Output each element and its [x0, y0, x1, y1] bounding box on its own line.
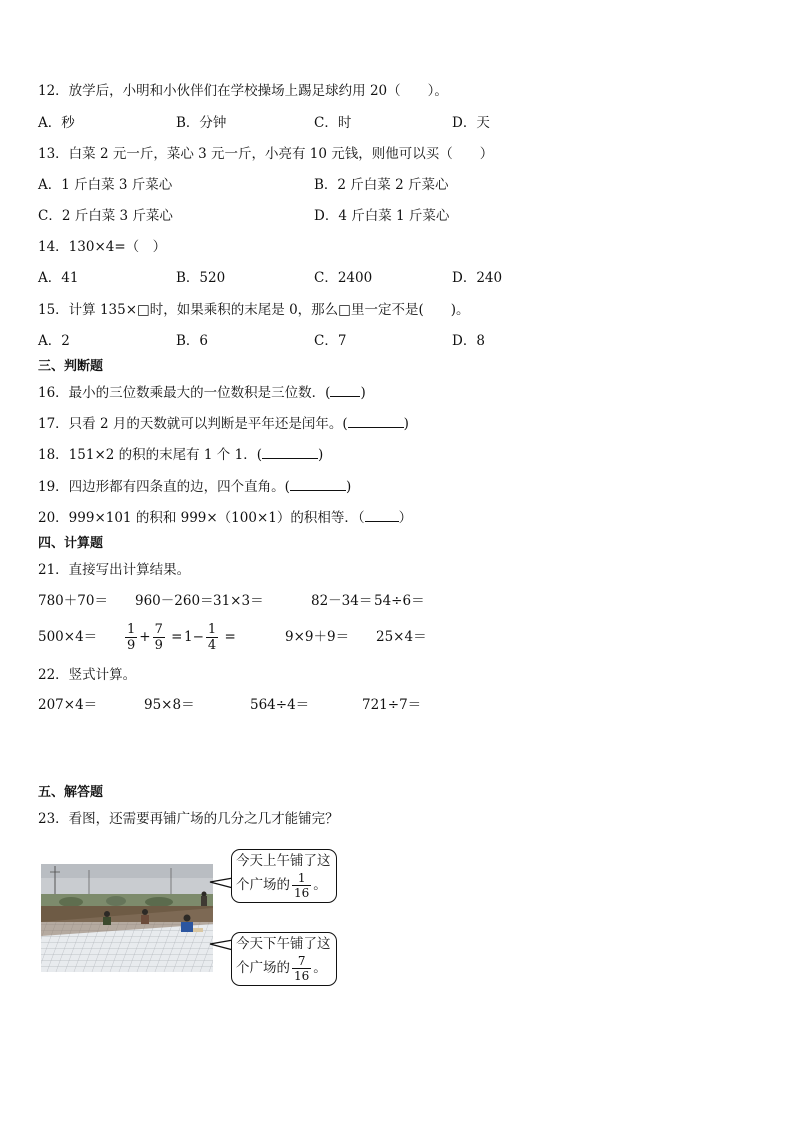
q14-option-a: A．41 [38, 270, 79, 286]
question-19 [38, 478, 351, 496]
fraction: $\frac{1}{9}$ [127, 622, 136, 653]
plus-sign: + [139, 629, 151, 645]
question-18 [38, 446, 323, 464]
calc-item: 9×9＋9＝ [285, 629, 350, 645]
speech-bubble-morning [231, 849, 337, 903]
q12-option-b: B．分钟 [176, 115, 227, 131]
question-23: 23．看图，还需要再铺广场的几分之几才能铺完？ [38, 811, 339, 827]
q19-text: 19．四边形都有四条直的边，四个直角。( [38, 479, 290, 495]
calc-item: 564÷4＝ [250, 697, 310, 713]
q20-text: 20．999×101 的积和 999×（100×1）的积相等．（ [38, 510, 365, 526]
calc-item: 207×4＝ [38, 697, 98, 713]
fraction: $\frac{1}{16}$ [294, 871, 310, 900]
q15-option-a: A．2 [38, 333, 70, 349]
plaza-photo [41, 864, 213, 972]
equals-sign: = [171, 629, 183, 645]
question-21: 21．直接写出计算结果。 [38, 562, 191, 578]
section-title-answer: 五、解答题 [38, 785, 104, 800]
question-15: 15．计算 135×□时，如果乘积的末尾是 0，那么□里一定不是( )。 [38, 302, 470, 318]
fraction-expression [184, 617, 236, 657]
q17-close: ) [403, 416, 409, 432]
q18-text: 18．151×2 的积的末尾有 1 个 1．( [38, 447, 262, 463]
calc-item: 780＋70＝ [38, 593, 108, 609]
q13-option-b: B．2 斤白菜 2 斤菜心 [314, 177, 449, 193]
calc-item: 31×3＝ [213, 593, 264, 609]
calc-item: 500×4＝ [38, 629, 98, 645]
q15-option-d: D．8 [452, 333, 485, 349]
q12-option-c: C．时 [314, 115, 352, 131]
calc-item: 960－260＝ [135, 593, 214, 609]
q15-option-c: C．7 [314, 333, 347, 349]
q16-close: ) [360, 385, 366, 401]
equals-sign: = [224, 629, 236, 645]
q20-close: ） [398, 510, 413, 526]
question-22: 22．竖式计算。 [38, 667, 137, 683]
fraction-expression [123, 617, 182, 657]
q18-answer-blank[interactable] [262, 446, 318, 459]
calc-item: 54÷6＝ [374, 593, 425, 609]
q19-answer-blank[interactable] [290, 478, 346, 491]
calc-item: 721÷7＝ [362, 697, 422, 713]
question-12: 12．放学后，小明和小伙伴们在学校操场上踢足球约用 20（ ）。 [38, 83, 448, 99]
question-20 [38, 509, 412, 527]
q13-option-a: A．1 斤白菜 3 斤菜心 [38, 177, 173, 193]
q19-close: ) [345, 479, 352, 495]
question-17 [38, 415, 409, 433]
question-14: 14．130×4=（ ） [38, 239, 167, 255]
q14-option-b: B．520 [176, 270, 226, 286]
fraction: $\frac{7}{16}$ [294, 954, 310, 983]
fraction: $\frac{7}{9}$ [154, 622, 163, 653]
q17-text: 17．只看 2 月的天数就可以判断是平年还是闰年。( [38, 416, 348, 432]
calc-item: 25×4＝ [376, 629, 427, 645]
q17-answer-blank[interactable] [348, 415, 404, 428]
section-title-calc: 四、计算题 [38, 536, 104, 551]
q20-answer-blank[interactable] [365, 509, 399, 522]
calc-item: 82－34＝ [311, 593, 373, 609]
question-13: 13．白菜 2 元一斤，菜心 3 元一斤，小亮有 10 元钱，则他可以买（ ） [38, 146, 494, 162]
q13-option-c: C．2 斤白菜 3 斤菜心 [38, 208, 173, 224]
q18-close: ) [317, 447, 324, 463]
bubble-text-line2: 个广场的 $\frac{7}{16}$ 。 [236, 954, 327, 983]
calc-item: 95×8＝ [144, 697, 195, 713]
bubble-text-line1: 今天下午铺了这 [236, 936, 331, 952]
q12-option-d: D．天 [452, 115, 490, 131]
q13-option-d: D．4 斤白菜 1 斤菜心 [314, 208, 450, 224]
q14-option-c: C．2400 [314, 270, 373, 286]
q16-text: 16．最小的三位数乘最大的一位数积是三位数．( [38, 385, 331, 401]
bubble-text-line2: 个广场的 $\frac{1}{16}$ 。 [236, 871, 327, 900]
bubble-text-line1: 今天上午铺了这 [236, 853, 331, 869]
q14-option-d: D．240 [452, 270, 503, 286]
fraction: $\frac{1}{4}$ [207, 622, 217, 653]
minuend: 1− [184, 629, 204, 645]
section-title-judge: 三、判断题 [38, 359, 104, 374]
question-16 [38, 384, 366, 402]
q15-option-b: B．6 [176, 333, 209, 349]
q16-answer-blank[interactable] [330, 384, 360, 397]
q12-option-a: A．秒 [38, 115, 75, 131]
speech-bubble-afternoon [231, 932, 337, 986]
